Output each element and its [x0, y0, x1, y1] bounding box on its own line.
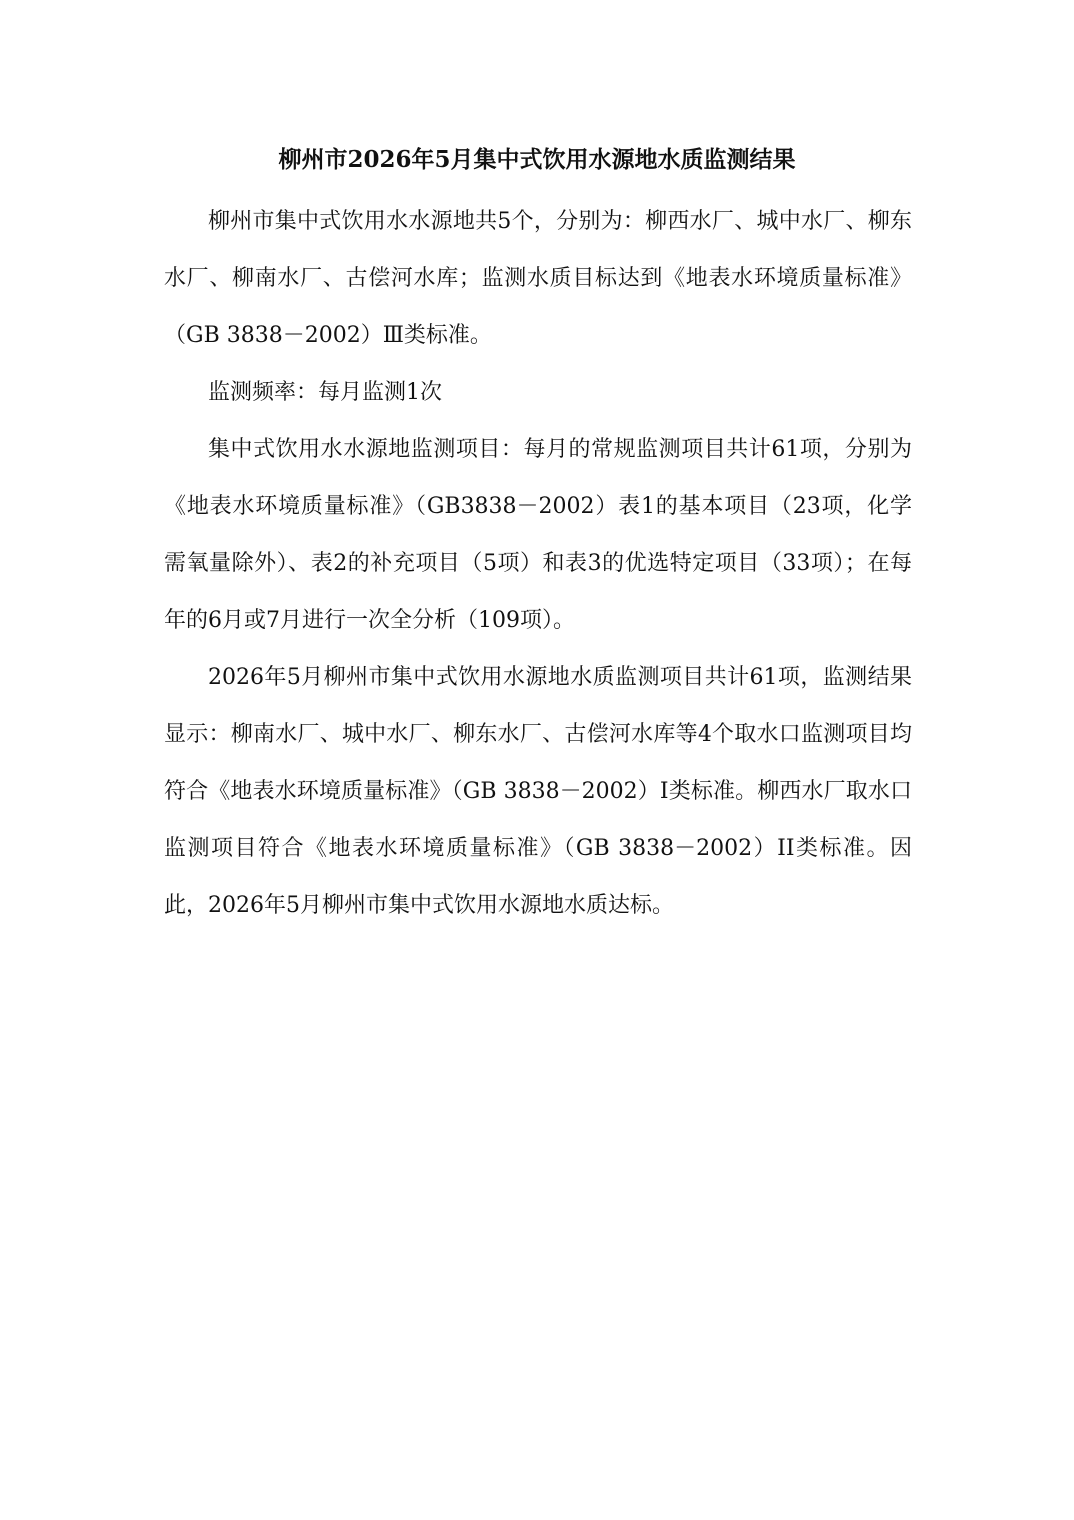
paragraph-results: 2026年5月柳州市集中式饮用水源地水质监测项目共计61项，监测结果显示：柳南水厂、城中水厂、柳东水厂、古偿河水库等4个取水口监测项目均符合《地表水环境质量标准》（GB 3838－2002）I类标准。柳西水厂取水口监测项目符合《地表水环境质量标准》（GB 3838－2002）II类标准。因此，2026年5月柳州市集中式饮用水源地水质达标。: [164, 665, 912, 918]
paragraph-sources: 柳州市集中式饮用水水源地共5个，分别为：柳西水厂、城中水厂、柳东水厂、柳南水厂、古偿河水库；监测水质目标达到《地表水环境质量标准》（GB 3838－2002）Ⅲ类标准。: [164, 209, 912, 348]
paragraph-frequency: 监测频率：每月监测1次: [208, 380, 442, 405]
document-body: [164, 193, 912, 934]
paragraph-items: 集中式饮用水水源地监测项目：每月的常规监测项目共计61项，分别为《地表水环境质量标准》（GB3838－2002）表1的基本项目（23项，化学需氧量除外）、表2的补充项目（5项）和表3的优选特定项目（33项）；在每年的6月或7月进行一次全分析（109项）。: [164, 437, 912, 633]
document-title: 柳州市2026年5月集中式饮用水源地水质监测结果: [278, 146, 796, 173]
